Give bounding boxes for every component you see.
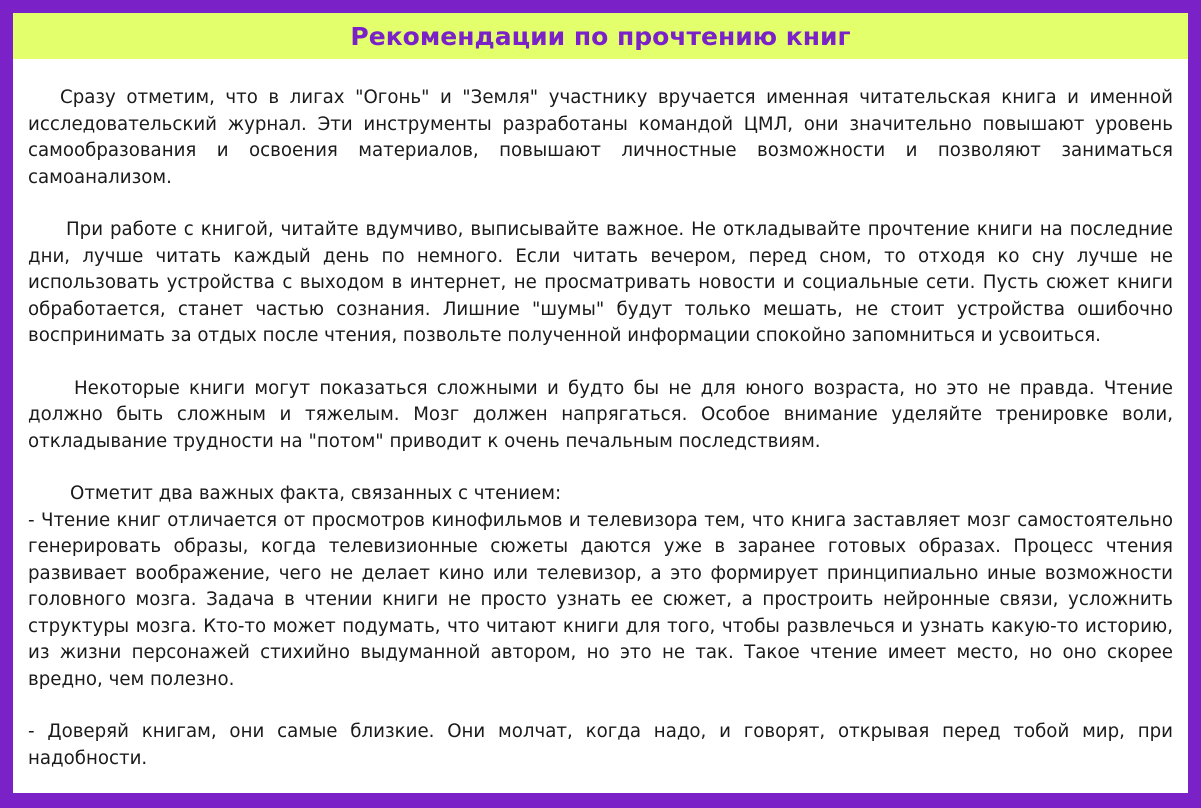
paragraph-fact-two: - Доверяй книгам, они самые близкие. Они молчат, когда надо, и говорят, открывая перед тобой мир, при надобности. <box>28 721 1173 769</box>
page-title: Рекомендации по прочтению книг <box>350 21 851 51</box>
paragraph-reading-advice: При работе с книгой, читайте вдумчиво, выписывайте важное. Не откладывайте прочтение книги на последние дни, лучше читать каждый день по немного. Если читать вечером, перед сном, то отходя ко сну лучше не использовать устройства с выходом в интернет, не просматривать новости и социальные сети. Пусть сюжет книги обработается, станет частью сознания. Лишние "шумы" будут только мешать, не стоит устройства ошибочно воспринимать за отдых после чтения, позвольте полученной информации спокойно запомниться и усвоиться. <box>28 219 1173 346</box>
title-bar <box>13 13 1188 59</box>
document-frame <box>13 13 1188 793</box>
paragraph-difficulty: Некоторые книги могут показаться сложными и будто бы не для юного возраста, но это не правда. Чтение должно быть сложным и тяжелым. Мозг должен напрягаться. Особое внимание уделяйте тренировке воли, откладывание трудности на "потом" приводит к очень печальным последствиям. <box>28 377 1173 452</box>
paragraph-facts-heading: Отметит два важных факта, связанных с чтением: <box>70 483 562 504</box>
document-body <box>13 59 1188 772</box>
paragraph-intro: Сразу отметим, что в лигах "Огонь" и "Земля" участнику вручается именная читательская книга и именной исследовательский журнал. Эти инструменты разработаны командой ЦМЛ, они значительно повышают уровень самообразования и освоения материалов, повышают личностные возможности и позволяют заниматься самоанализом. <box>28 87 1173 188</box>
paragraph-fact-one: - Чтение книг отличается от просмотров кинофильмов и телевизора тем, что книга заставляет мозг самостоятельно генерировать образы, когда телевизионные сюжеты даются уже в заранее готовых образах. Процесс чтения развивает воображение, чего не делает кино или телевизор, а это формирует принципиально иные возможности головного мозга. Задача в чтении книги не просто узнать ее сюжет, а простроить нейронные связи, усложнить структуры мозга. Кто-то может подумать, что читают книги для того, чтобы развлечься и узнать какую-то историю, из жизни персонажей стихийно выдуманной автором, но это не так. Такое чтение имеет место, но оно скорее вредно, чем полезно. <box>28 509 1173 690</box>
